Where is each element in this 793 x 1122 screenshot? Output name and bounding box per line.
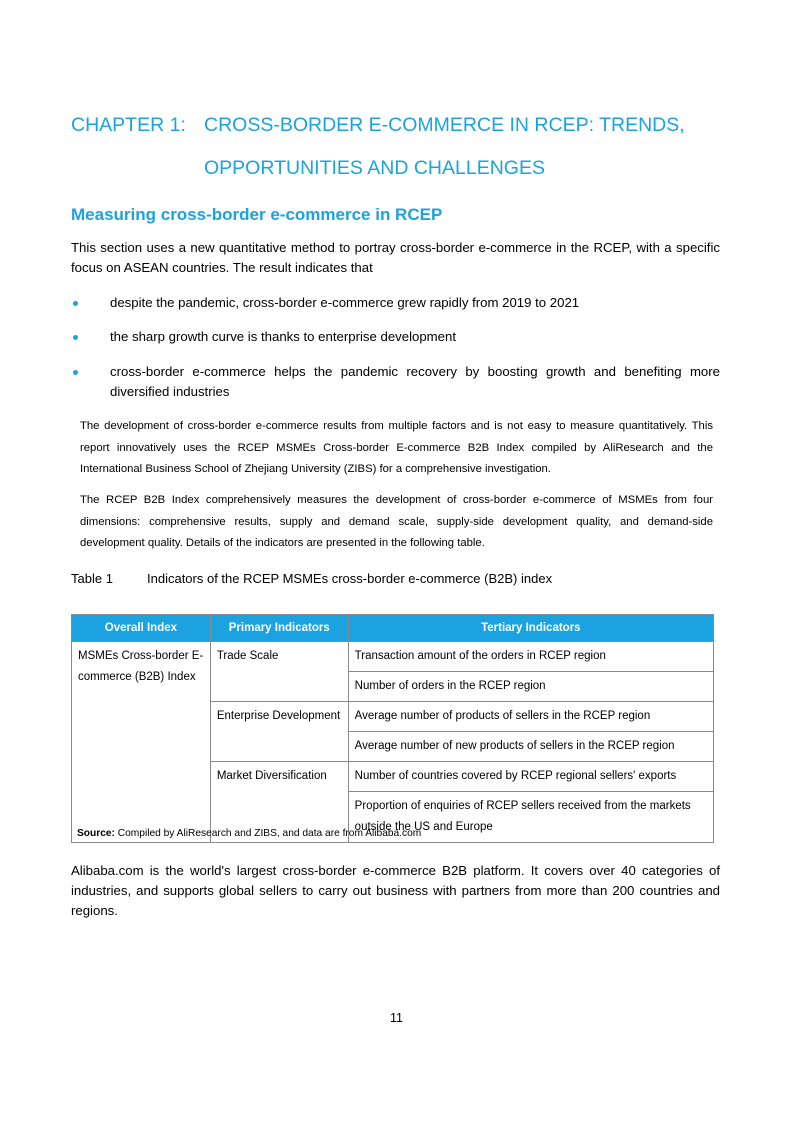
indicators-table [71, 614, 714, 843]
tertiary-indicator-cell: Transaction amount of the orders in RCEP region [348, 642, 713, 672]
chapter-title-line-2: OPPORTUNITIES AND CHALLENGES [204, 157, 545, 179]
chapter-title-line-1: CROSS-BORDER E-COMMERCE IN RCEP: TRENDS, [204, 114, 685, 136]
tertiary-indicator-cell: Average number of products of sellers in the RCEP region [348, 702, 713, 732]
header-tertiary-indicators: Tertiary Indicators [348, 615, 713, 642]
bullet-text: cross-border e-commerce helps the pandemic recovery by boosting growth and benefiting more diversified industries [110, 364, 720, 399]
bullet-dot-icon [73, 335, 78, 340]
header-overall-index: Overall Index [72, 615, 211, 642]
header-primary-indicators: Primary Indicators [210, 615, 348, 642]
table-caption-text: Indicators of the RCEP MSMEs cross-border e-commerce (B2B) index [147, 571, 553, 586]
bullet-text: the sharp growth curve is thanks to enterprise development [110, 329, 456, 344]
section-title: Measuring cross-border e-commerce in RCEP [71, 205, 443, 224]
page-number: 11 [390, 1011, 403, 1025]
primary-indicator-cell: Trade Scale [210, 642, 348, 702]
detail-paragraph-1: The development of cross-border e-commerce results from multiple factors and is not easy to measure quantitatively. This report innovatively uses the RCEP MSMEs Cross-border E-commerce B2B Index compiled by AliResearch and the International Business School of Zhejiang University (ZIBS) for a comprehensive investigation. [80, 420, 713, 475]
source-label: Source: [77, 828, 115, 839]
table-source-note [77, 828, 421, 839]
closing-paragraph: Alibaba.com is the world's largest cross-border e-commerce B2B platform. It covers over 40 categories of industries, and supports global sellers to carry out business with partners from more than 200 countries and regions. [71, 863, 720, 918]
detail-paragraph-2: The RCEP B2B Index comprehensively measures the development of cross-border e-commerce of MSMEs from four dimensions: comprehensive results, supply and demand scale, supply-side development quality, and demand-side development quality. Details of the indicators are presented in the following table. [80, 494, 713, 549]
overall-index-cell: MSMEs Cross-border E-commerce (B2B) Index [72, 642, 211, 843]
tertiary-indicator-cell: Number of countries covered by RCEP regional sellers' exports [348, 762, 713, 792]
bullet-dot-icon [73, 370, 78, 375]
bullet-text: despite the pandemic, cross-border e-commerce grew rapidly from 2019 to 2021 [110, 295, 580, 310]
source-text: Compiled by AliResearch and ZIBS, and data are from Alibaba.com [114, 828, 422, 839]
table-caption-label: Table 1 [71, 571, 113, 586]
chapter-number: CHAPTER 1: [71, 114, 186, 136]
bullet-dot-icon [73, 301, 78, 306]
tertiary-indicator-cell: Average number of new products of sellers in the RCEP region [348, 732, 713, 762]
table-header-row [72, 615, 714, 642]
table-row [72, 642, 714, 672]
tertiary-indicator-cell: Number of orders in the RCEP region [348, 672, 713, 702]
tertiary-indicator-cell: Proportion of enquiries of RCEP sellers received from the markets outside the US and Europe [348, 792, 713, 843]
primary-indicator-cell: Market Diversification [210, 762, 348, 843]
primary-indicator-cell: Enterprise Development [210, 702, 348, 762]
intro-paragraph: This section uses a new quantitative method to portray cross-border e-commerce in the RCEP, with a specific focus on ASEAN countries. The result indicates that [71, 240, 720, 275]
